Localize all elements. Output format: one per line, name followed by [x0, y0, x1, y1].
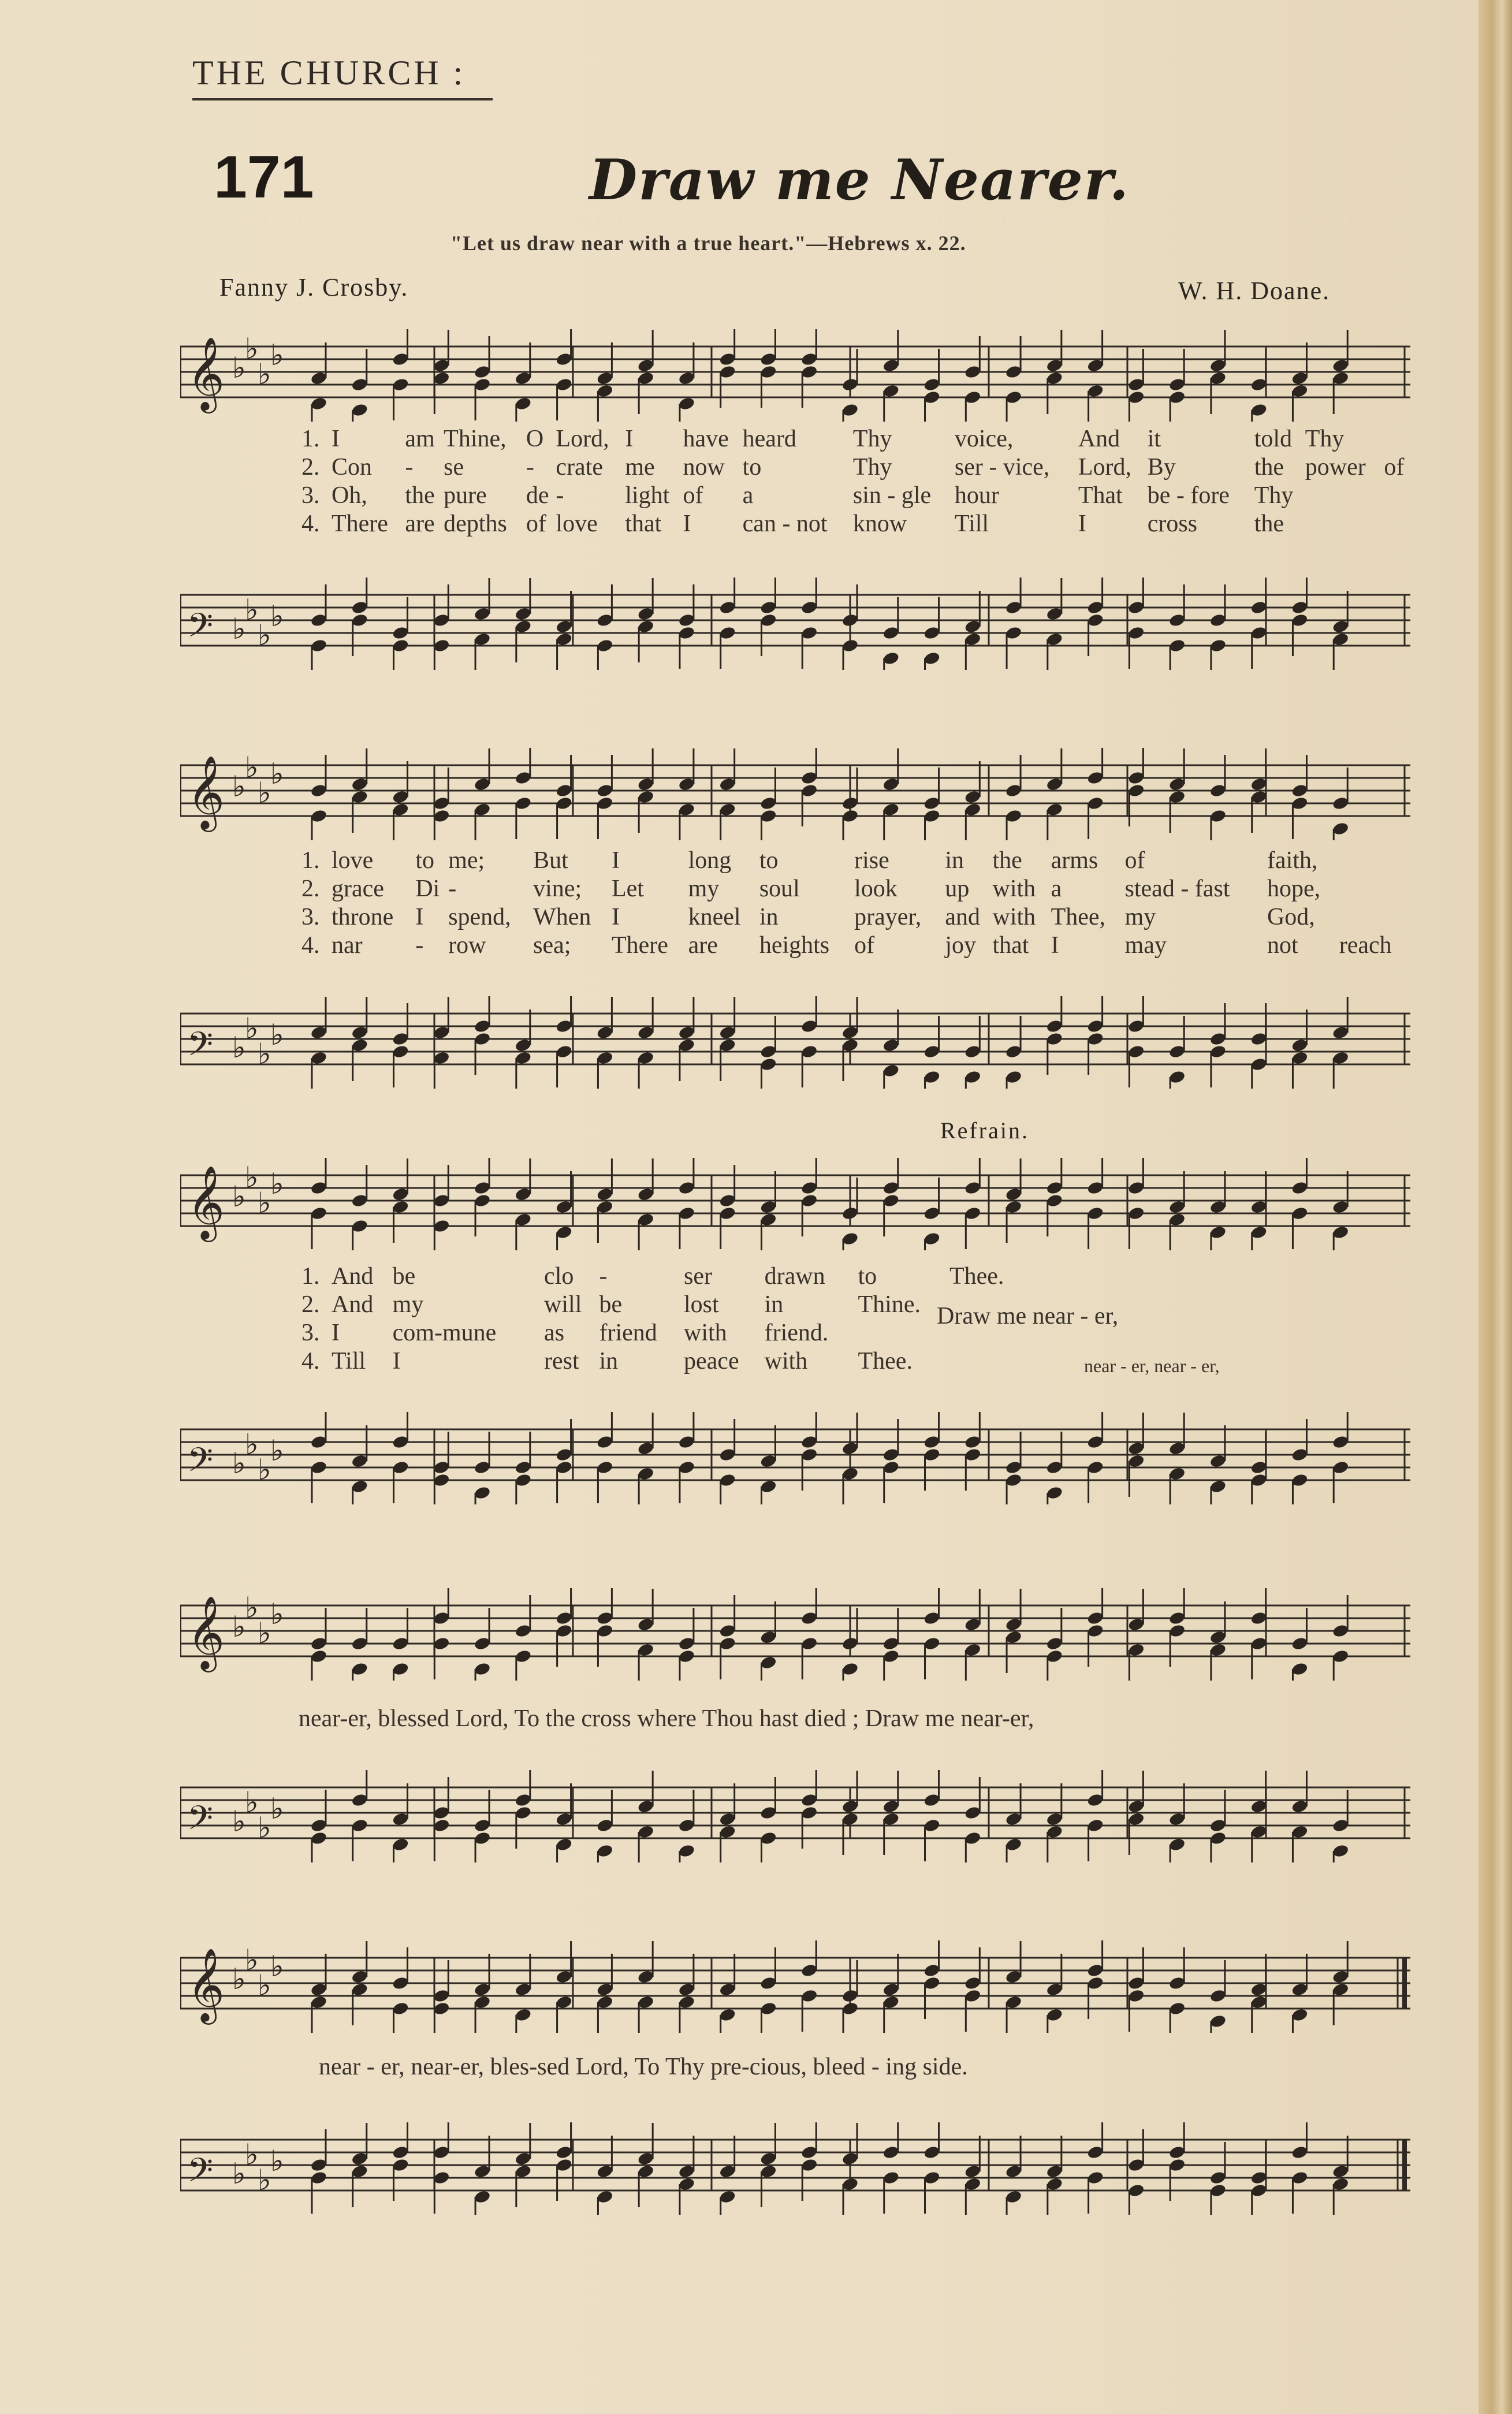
page-edge: [1479, 0, 1512, 2414]
treble-staff: [180, 1158, 1410, 1239]
lyric-syllable: Let: [611, 875, 644, 902]
verse-number: 4.: [301, 932, 320, 959]
lyrics-body-3: [301, 1262, 1029, 1375]
lyric-syllable: I: [415, 903, 424, 930]
lyrics-table-1: [301, 424, 1410, 538]
lyric-syllable: my: [392, 1291, 424, 1318]
verse-number: 3.: [301, 482, 320, 509]
verse-line: [301, 874, 1410, 903]
lyric-syllable: And: [1078, 425, 1120, 452]
lyric-syllable: But: [533, 847, 568, 874]
flat-sign: ♭: [232, 1180, 246, 1213]
lyric-syllable: Till: [954, 510, 989, 537]
verse-number: 2.: [301, 875, 320, 902]
lyric-syllable: with: [684, 1319, 727, 1346]
author-credit: Fanny J. Crosby.: [219, 273, 409, 301]
lyric-syllable: drawn: [764, 1262, 825, 1290]
lyric-syllable: I: [625, 425, 634, 452]
lyric-syllable: told: [1254, 425, 1293, 452]
lyric-syllable: love: [332, 847, 374, 874]
bass-staff-notation: [180, 2122, 1410, 2215]
lyric-syllable: grace: [332, 875, 384, 902]
lyric-syllable: a: [742, 482, 754, 509]
refrain-line-3: near - er, near-er, bles-sed Lord, To Thy pre-cious, bleed - ing side.: [319, 2054, 968, 2080]
lyric-syllable: I: [332, 425, 340, 452]
flat-sign: ♭: [258, 619, 271, 652]
flat-sign: ♭: [232, 2157, 246, 2191]
lyric-syllable: not: [1267, 932, 1298, 959]
lyric-syllable: the: [992, 847, 1022, 874]
lyric-syllable: vine;: [533, 875, 582, 902]
flat-sign: ♭: [232, 1962, 246, 1996]
verse-line: [301, 424, 1410, 453]
verse-number: 1.: [301, 847, 320, 874]
lyric-syllable: and: [945, 903, 980, 930]
flat-sign: ♭: [232, 770, 246, 803]
lyric-syllable: rest: [544, 1347, 579, 1374]
lyric-syllable: power: [1305, 453, 1366, 480]
lyric-syllable: of: [683, 482, 703, 509]
lyric-syllable: Thine.: [858, 1291, 921, 1318]
lyric-syllable: reach: [1339, 932, 1392, 959]
lyric-syllable: row: [448, 932, 486, 959]
lyric-syllable: the: [1254, 510, 1284, 537]
flat-sign: ♭: [270, 1950, 284, 1983]
flat-sign: ♭: [245, 1591, 259, 1625]
verse-number: 1.: [301, 425, 320, 452]
flat-sign: ♭: [270, 1018, 284, 1052]
lyric-syllable: know: [852, 510, 907, 537]
lyric-syllable: the: [405, 482, 435, 509]
flat-sign: ♭: [258, 357, 271, 391]
bass-staff: [180, 2122, 1410, 2198]
verse-line: [301, 1262, 1029, 1290]
flat-sign: ♭: [232, 1610, 246, 1644]
treble-staff-notation: [180, 1940, 1410, 2033]
lyric-syllable: When: [533, 903, 591, 930]
lyric-syllable: my: [688, 875, 720, 902]
treble-clef: 𝄞: [187, 1947, 225, 2021]
lyric-syllable: Thee,: [1051, 903, 1106, 930]
lyric-syllable: -: [405, 453, 414, 480]
flat-sign: ♭: [245, 332, 259, 366]
lyric-syllable: will: [544, 1291, 582, 1318]
flat-sign: ♭: [245, 2138, 259, 2171]
lyric-syllable: spend,: [448, 903, 511, 930]
lyric-syllable: Oh,: [332, 482, 367, 509]
composer-credit: W. H. Doane.: [1178, 277, 1331, 305]
verse-line: [301, 1290, 1029, 1318]
lyric-syllable: Thee.: [858, 1347, 913, 1374]
lyric-syllable: with: [992, 903, 1036, 930]
lyrics-body-1: [301, 424, 1410, 538]
treble-clef: 𝄞: [187, 1595, 225, 1669]
treble-staff-notation: [180, 1588, 1410, 1681]
lyric-syllable: soul: [759, 875, 800, 902]
flat-sign: ♭: [258, 1811, 271, 1845]
lyric-syllable: God,: [1267, 903, 1315, 930]
bass-clef: 𝄢: [187, 1798, 214, 1846]
lyric-syllable: as: [544, 1319, 565, 1346]
lyric-syllable: Di: [415, 875, 440, 902]
running-head-rule: [192, 98, 493, 100]
lyric-syllable: faith,: [1267, 847, 1318, 874]
verse-line: [301, 1347, 1029, 1375]
bass-clef: 𝄢: [187, 2151, 214, 2198]
lyric-syllable: I: [611, 847, 620, 874]
lyric-syllable: prayer,: [854, 903, 922, 930]
flat-sign: ♭: [232, 1805, 246, 1838]
lyric-syllable: Thy: [852, 425, 892, 452]
verse-number: 1.: [301, 1262, 320, 1290]
refrain-line-1-echo: near - er, near - er,: [1084, 1355, 1220, 1376]
lyric-syllable: me;: [448, 847, 485, 874]
treble-staff-notation: [180, 748, 1410, 840]
lyric-syllable: crate: [556, 453, 604, 480]
lyric-syllable: up: [945, 875, 970, 902]
lyric-syllable: Thy: [852, 453, 892, 480]
lyric-syllable: -: [556, 482, 564, 509]
lyric-syllable: can - not: [742, 510, 828, 537]
lyric-syllable: stead - fast: [1124, 875, 1230, 902]
lyric-syllable: love: [556, 510, 598, 537]
lyric-syllable: -: [448, 875, 457, 902]
scripture-epigraph: "Let us draw near with a true heart."—Hebrews x. 22.: [450, 232, 966, 255]
lyric-syllable: lost: [684, 1291, 719, 1318]
flat-sign: ♭: [245, 1786, 259, 1819]
lyric-syllable: -: [526, 453, 534, 480]
refrain-line-2: near-er, blessed Lord, To the cross where Thou hast died ; Draw me near-er,: [299, 1705, 1034, 1732]
hymn-number: 171: [214, 144, 314, 211]
flat-sign: ♭: [270, 757, 284, 791]
treble-staff-notation: [180, 329, 1410, 422]
flat-sign: ♭: [232, 1447, 246, 1480]
bass-staff: [180, 1770, 1410, 1846]
lyric-syllable: sea;: [533, 932, 571, 959]
lyrics-body-2: [301, 846, 1410, 959]
flat-sign: ♭: [232, 612, 246, 646]
treble-staff: [180, 1940, 1410, 2021]
lyric-syllable: Lord,: [556, 425, 609, 452]
lyric-syllable: And: [332, 1262, 374, 1290]
flat-sign: ♭: [232, 351, 246, 385]
verse-number: 4.: [301, 1347, 320, 1374]
lyric-syllable: the: [1254, 453, 1284, 480]
music-system-1: [180, 312, 1410, 705]
lyric-syllable: heights: [759, 932, 830, 959]
lyric-syllable: of: [854, 932, 875, 959]
lyric-syllable: I: [332, 1319, 340, 1346]
treble-staff: [180, 1588, 1410, 1669]
lyric-syllable: are: [688, 932, 718, 959]
lyric-syllable: look: [854, 875, 897, 902]
lyric-syllable: I: [1078, 510, 1086, 537]
lyric-syllable: am: [405, 425, 435, 452]
lyric-syllable: rise: [854, 847, 889, 874]
lyric-syllable: have: [683, 425, 729, 452]
flat-sign: ♭: [270, 1597, 284, 1631]
lyric-syllable: may: [1124, 932, 1167, 959]
flat-sign: ♭: [245, 1943, 259, 1977]
running-head: THE CHURCH :: [192, 54, 466, 92]
lyric-syllable: to: [415, 847, 434, 874]
lyric-syllable: heard: [742, 425, 796, 452]
bass-staff: [180, 578, 1410, 653]
flat-sign: ♭: [258, 1186, 271, 1220]
lyric-syllable: it: [1147, 425, 1161, 452]
music-system-4: [180, 1571, 1410, 1906]
lyric-syllable: be: [392, 1262, 416, 1290]
lyric-syllable: se: [444, 453, 464, 480]
lyric-syllable: are: [405, 510, 435, 537]
flat-sign: ♭: [258, 1969, 271, 2002]
music-system-3: [180, 1146, 1410, 1539]
flat-sign: ♭: [270, 1792, 284, 1826]
flat-sign: ♭: [270, 338, 284, 372]
music-system-5: [180, 1923, 1410, 2270]
verse-number: 2.: [301, 1291, 320, 1318]
bass-clef: 𝄢: [187, 1440, 214, 1488]
flat-sign: ♭: [245, 751, 259, 784]
flat-sign: ♭: [258, 1037, 271, 1071]
lyric-syllable: -: [415, 932, 424, 959]
lyric-syllable: me: [625, 453, 655, 480]
bass-staff: [180, 996, 1410, 1072]
lyric-syllable: -: [599, 1262, 608, 1290]
lyric-syllable: kneel: [688, 903, 741, 930]
lyric-syllable: of: [1124, 847, 1145, 874]
verse-line: [301, 481, 1410, 509]
flat-sign: ♭: [258, 2163, 271, 2197]
lyric-syllable: That: [1078, 482, 1123, 509]
treble-clef: 𝄞: [187, 755, 225, 829]
flat-sign: ♭: [245, 1012, 259, 1045]
lyric-syllable: arms: [1051, 847, 1098, 874]
lyric-syllable: Con: [332, 453, 373, 480]
lyric-syllable: I: [392, 1347, 401, 1374]
flat-sign: ♭: [270, 1167, 284, 1201]
flat-sign: ♭: [258, 1453, 271, 1487]
lyric-syllable: to: [742, 453, 762, 480]
lyric-syllable: depths: [444, 510, 507, 537]
flat-sign: ♭: [270, 1434, 284, 1467]
flat-sign: ♭: [245, 1428, 259, 1461]
lyric-syllable: There: [332, 510, 388, 537]
lyric-syllable: hope,: [1267, 875, 1321, 902]
verse-number: 3.: [301, 903, 320, 930]
flat-sign: ♭: [232, 1031, 246, 1064]
lyric-syllable: a: [1051, 875, 1062, 902]
lyric-syllable: be: [599, 1291, 623, 1318]
lyric-syllable: in: [945, 847, 964, 874]
lyric-syllable: be - fore: [1147, 482, 1230, 509]
lyric-syllable: By: [1147, 453, 1176, 480]
lyric-syllable: in: [764, 1291, 784, 1318]
lyrics-table-3: [301, 1262, 1029, 1375]
lyric-syllable: my: [1124, 903, 1156, 930]
bass-staff-notation: [180, 1770, 1410, 1862]
flat-sign: ♭: [270, 599, 284, 633]
verse-line: [301, 1318, 1029, 1347]
lyric-syllable: And: [332, 1291, 374, 1318]
bass-staff-notation: [180, 1412, 1410, 1504]
bass-staff: [180, 1412, 1410, 1488]
lyric-syllable: clo: [544, 1262, 574, 1290]
treble-staff: [180, 748, 1410, 829]
refrain-line-1: Draw me near - er,: [937, 1303, 1119, 1329]
treble-clef: 𝄞: [187, 1165, 225, 1239]
flat-sign: ♭: [245, 1161, 259, 1194]
lyric-syllable: with: [764, 1347, 808, 1374]
flat-sign: ♭: [258, 1616, 271, 1650]
lyric-syllable: O: [526, 425, 544, 452]
lyric-syllable: now: [683, 453, 725, 480]
lyric-syllable: light: [625, 482, 670, 509]
lyric-syllable: that: [625, 510, 662, 537]
treble-clef: 𝄞: [187, 336, 225, 410]
verse-line: [301, 903, 1410, 931]
lyric-syllable: peace: [684, 1347, 739, 1374]
bass-clef: 𝄢: [187, 1025, 214, 1072]
lyric-syllable: friend: [599, 1319, 657, 1346]
lyric-syllable: pure: [444, 482, 487, 509]
lyric-syllable: that: [992, 932, 1029, 959]
verse-line: [301, 453, 1410, 481]
bass-staff-notation: [180, 578, 1410, 670]
lyric-syllable: de: [526, 482, 549, 509]
lyric-syllable: of: [526, 510, 546, 537]
music-system-2: [180, 736, 1410, 1106]
treble-staff-notation: [180, 1158, 1410, 1250]
lyric-syllable: I: [611, 903, 620, 930]
lyric-syllable: cross: [1147, 510, 1198, 537]
lyric-syllable: in: [599, 1347, 619, 1374]
lyric-syllable: Thy: [1254, 482, 1294, 509]
lyric-syllable: long: [688, 847, 732, 874]
lyric-syllable: friend.: [764, 1319, 829, 1346]
verse-number: 3.: [301, 1319, 320, 1346]
lyric-syllable: Lord,: [1078, 453, 1131, 480]
verse-line: [301, 931, 1410, 959]
lyric-syllable: com-mune: [392, 1319, 497, 1346]
lyric-syllable: to: [858, 1262, 877, 1290]
lyrics-table-2: [301, 846, 1410, 959]
refrain-label: Refrain.: [940, 1117, 1029, 1143]
lyric-syllable: ser: [684, 1262, 712, 1290]
lyric-syllable: nar: [332, 932, 363, 959]
verse-line: [301, 509, 1410, 538]
lyric-syllable: to: [759, 847, 779, 874]
lyric-syllable: I: [683, 510, 691, 537]
lyric-syllable: throne: [332, 903, 394, 930]
verse-number: 2.: [301, 453, 320, 480]
lyric-syllable: Till: [332, 1347, 366, 1374]
lyric-syllable: of: [1384, 453, 1405, 480]
lyric-syllable: joy: [945, 932, 977, 959]
lyric-syllable: in: [759, 903, 779, 930]
lyric-syllable: ser - vice,: [954, 453, 1050, 480]
flat-sign: ♭: [258, 776, 271, 810]
lyric-syllable: Thine,: [444, 425, 507, 452]
lyric-syllable: hour: [954, 482, 999, 509]
lyric-syllable: I: [1051, 932, 1059, 959]
verse-number: 4.: [301, 510, 320, 537]
lyric-syllable: There: [611, 932, 668, 959]
hymn-title: Draw me Nearer.: [589, 147, 1130, 213]
treble-staff: [180, 329, 1410, 410]
lyric-syllable: sin - gle: [852, 482, 932, 509]
flat-sign: ♭: [270, 2144, 284, 2178]
bass-clef: 𝄢: [187, 606, 214, 653]
lyric-syllable: voice,: [954, 425, 1014, 452]
verse-line: [301, 846, 1410, 874]
lyric-syllable: with: [992, 875, 1036, 902]
lyric-syllable: Thee.: [949, 1262, 1004, 1290]
lyric-syllable: Thy: [1305, 425, 1345, 452]
bass-staff-notation: [180, 996, 1410, 1089]
flat-sign: ♭: [245, 593, 259, 627]
